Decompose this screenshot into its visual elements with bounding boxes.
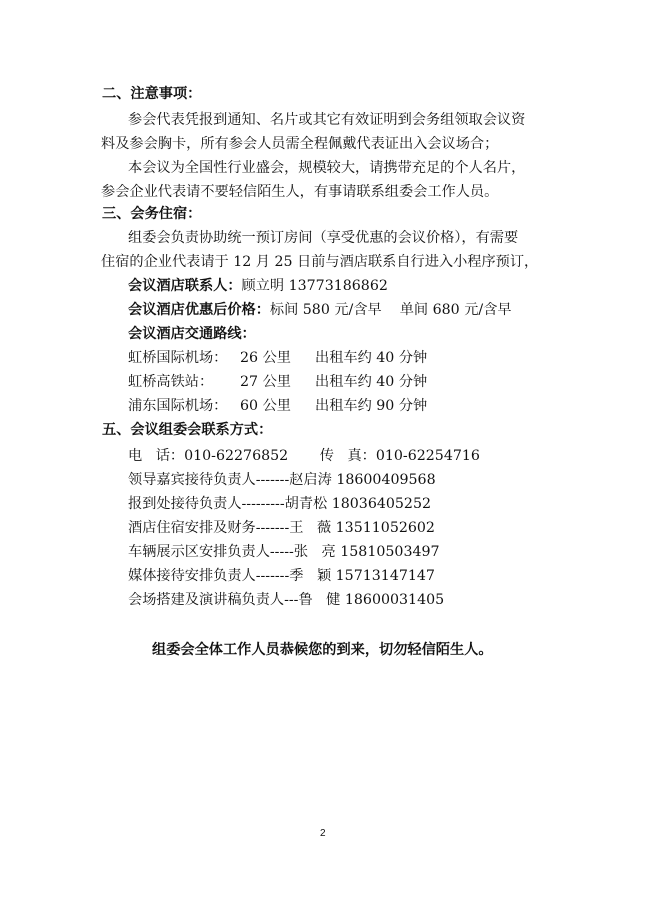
route-distance: 60 公里 (240, 398, 291, 414)
route-row (128, 372, 427, 392)
hotel-price (128, 300, 512, 320)
route-place: 虹桥高铁站： (128, 374, 214, 390)
route-time: 出租车约 40 分钟 (315, 350, 428, 366)
route-time: 出租车约 40 分钟 (315, 374, 428, 390)
route-distance: 27 公里 (240, 374, 291, 390)
page-number: 2 (320, 828, 326, 839)
section3-paragraph-line1: 组委会负责协助统一预订房间（享受优惠的会议价格），有需要 (128, 230, 519, 246)
contact-line: 报到处接待负责人---------胡青松 18036405252 (128, 496, 432, 512)
section2-paragraph2-line2: 参会企业代表请不要轻信陌生人，有事请联系组委会工作人员。 (101, 184, 499, 200)
hotel-contact (128, 276, 388, 296)
hotel-price-value: 标间 580 元/含早 单间 680 元/含早 (269, 302, 512, 318)
section3-heading: 三、会务住宿： (102, 206, 202, 222)
hotel-price-label: 会议酒店优惠后价格： (128, 302, 270, 318)
contact-line: 车辆展示区安排负责人-----张 亮 15810503497 (128, 544, 440, 560)
phone-fax-line: 电 话：010-62276852 传 真：010-62254716 (128, 448, 480, 464)
section3-paragraph-line2: 住宿的企业代表请于 12 月 25 日前与酒店联系自行进入小程序预订， (101, 254, 539, 270)
hotel-route-label: 会议酒店交通路线： (128, 326, 256, 342)
route-time: 出租车约 90 分钟 (315, 398, 428, 414)
closing-note: 组委会全体工作人员恭候您的到来，切勿轻信陌生人。 (152, 642, 493, 658)
route-distance: 26 公里 (240, 350, 291, 366)
contact-line: 会场搭建及演讲稿负责人---鲁 健 18600031405 (128, 592, 445, 608)
section2-paragraph1-line2: 料及参会胸卡，所有参会人员需全程佩戴代表证出入会议场合； (101, 136, 499, 152)
contact-line: 媒体接待安排负责人-------季 颖 15713147147 (128, 568, 435, 584)
section2-heading: 二、注意事项： (102, 86, 202, 102)
route-row (128, 348, 427, 368)
contact-line: 领导嘉宾接待负责人-------赵启涛 18600409568 (128, 472, 436, 488)
section2-paragraph2-line1: 本会议为全国性行业盛会，规模较大，请携带充足的个人名片， (128, 160, 526, 176)
section2-paragraph1-line1: 参会代表凭报到通知、名片或其它有效证明到会务组领取会议资 (128, 112, 526, 128)
route-row (128, 396, 427, 416)
route-place: 浦东国际机场： (128, 398, 228, 414)
hotel-contact-label: 会议酒店联系人： (128, 278, 242, 294)
section5-heading: 五、会议组委会联系方式： (102, 422, 273, 438)
hotel-contact-value: 顾立明 13773186862 (241, 278, 388, 294)
contact-line: 酒店住宿安排及财务-------王 薇 13511052602 (128, 520, 435, 536)
route-place: 虹桥国际机场： (128, 350, 228, 366)
